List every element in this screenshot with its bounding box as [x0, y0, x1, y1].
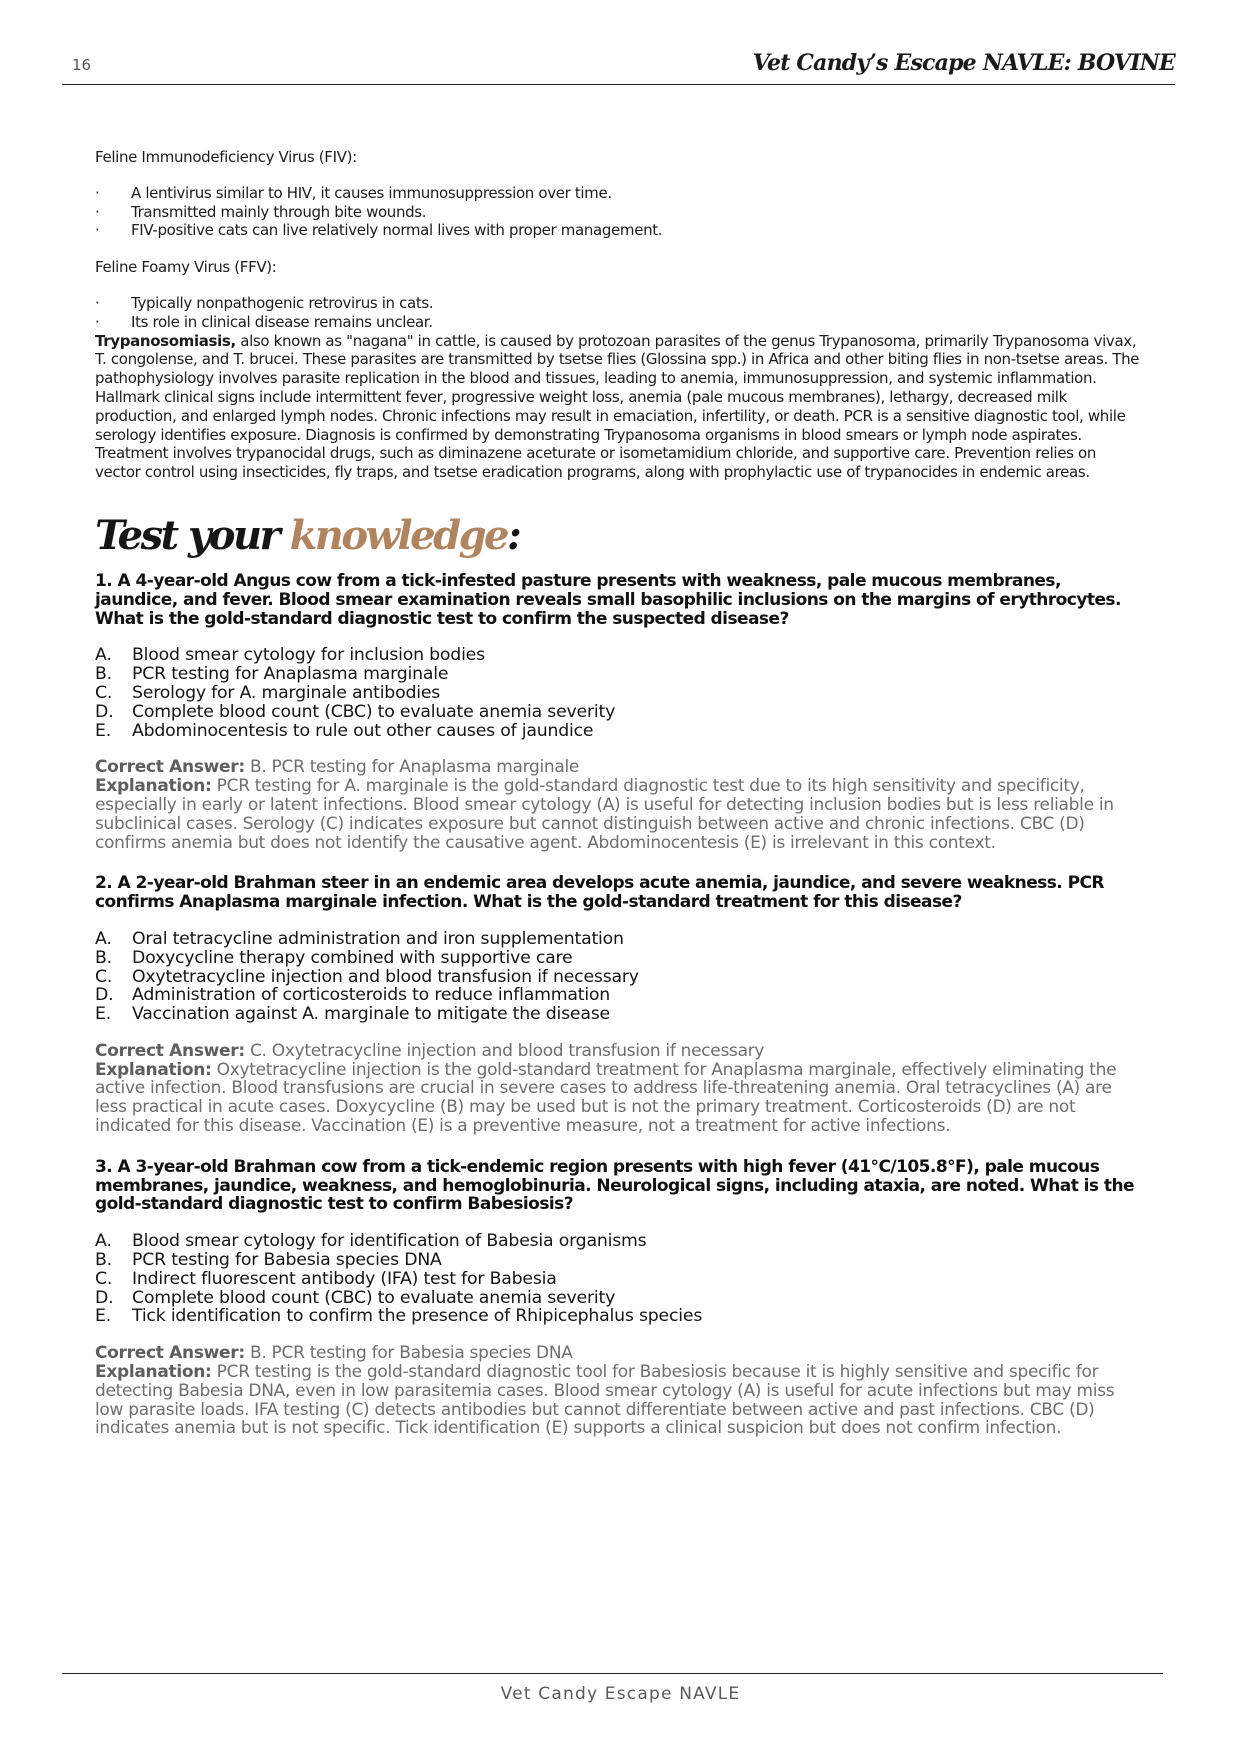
list-item: · Its role in clinical disease remains unclear. [95, 313, 1145, 332]
explanation-text: Oxytetracycline injection is the gold-standard treatment for Anaplasma marginale, effectively eliminating the active infection. Blood transfusions are crucial in severe cases to address life-threatening anemia. Oral tetracyclines (A) are less practical in acute cases. Doxycycline (B) may be used but is not the primary treatment. Corticosteroids (D) are not indicated for this disease. Vaccination (E) is a preventive measure, not a treatment for active infections. [95, 1059, 1117, 1137]
option-d [95, 1289, 1145, 1308]
correct-answer-text: B. PCR testing for Anaplasma marginale [249, 757, 580, 778]
option-text: Serology for A. marginale antibodies [132, 682, 441, 703]
list-item: · Typically nonpathogenic retrovirus in cats. [95, 294, 1145, 313]
trypanosomiasis-clinical-paragraph: Hallmark clinical signs include intermittent fever, progressive weight loss, anemia (pale mucous membranes), lethargy, decreased milk production, and enlarged lymph nodes. Chronic infections may result in emaciation, infertility, or death. PCR is a sensitive diagnostic tool, while serology identifies exposure. Diagnosis is confirmed by demonstrating Trypanosoma organisms in blood smears or lymph node aspirates. Treatment involves trypanocidal drugs, such as diminazene aceturate or isometamidium chloride, and supportive care. Prevention relies on vector control using insecticides, fly traps, and tsetse eradication programs, along with prophylactic use of trypanocides in endemic areas. [95, 387, 1126, 482]
fiv-bullet-list [95, 184, 1145, 240]
option-text: Tick identification to confirm the presence of Rhipicephalus species [132, 1306, 703, 1327]
correct-answer-text: C. Oxytetracycline injection and blood transfusion if necessary [249, 1040, 765, 1061]
explanation-label: Explanation: [95, 1059, 212, 1080]
option-text: Complete blood count (CBC) to evaluate anemia severity [132, 701, 616, 722]
footer-text: Vet Candy Escape NAVLE [500, 1684, 741, 1704]
option-b [95, 665, 1145, 684]
correct-answer-label: Correct Answer: [95, 1040, 245, 1061]
option-text: Oral tetracycline administration and iron supplementation [132, 928, 624, 949]
list-item: · A lentivirus similar to HIV, it causes immunosuppression over time. [95, 184, 1145, 203]
option-text: Complete blood count (CBC) to evaluate anemia severity [132, 1287, 616, 1308]
footer-divider [62, 1673, 1163, 1674]
question-1: 1. A 4-year-old Angus cow from a tick-infested pasture presents with weakness, pale mucous membranes, jaundice, and fever. Blood smear examination reveals small basophilic inclusions on the margins of erythrocytes. What is the gold-standard diagnostic test to confirm the suspected disease? [95, 570, 1121, 629]
option-letter: A. [95, 928, 112, 949]
correct-answer-line [95, 1042, 1145, 1061]
option-letter: C. [95, 682, 113, 703]
question-3: 3. A 3-year-old Brahman cow from a tick-endemic region presents with high fever (41°C/105.8°F), pale mucous membranes, jaundice, weakness, and hemoglobinuria. Neurological signs, including ataxia, are noted. What is the gold-standard diagnostic test to confirm Babesiosis? [95, 1156, 1134, 1215]
ffv-heading: Feline Foamy Virus (FFV): [95, 258, 277, 277]
correct-answer-label: Correct Answer: [95, 1343, 245, 1364]
quiz-title [95, 511, 1145, 559]
ffv-bullet-list [95, 294, 1145, 332]
option-c [95, 968, 1145, 987]
option-letter: A. [95, 1231, 112, 1252]
explanation-label: Explanation: [95, 1362, 212, 1383]
quiz-title-accent: knowledge [289, 511, 508, 559]
option-a [95, 646, 1145, 665]
option-text: PCR testing for Babesia species DNA [132, 1250, 442, 1271]
explanation-label: Explanation: [95, 776, 212, 797]
option-letter: D. [95, 701, 114, 722]
option-letter: D. [95, 1287, 114, 1308]
running-title: Vet Candy’s Escape NAVLE: BOVINE [752, 50, 1175, 76]
explanation-text: PCR testing is the gold-standard diagnostic tool for Babesiosis because it is highly sensitive and specific for detecting Babesia DNA, even in low parasitemia cases. Blood smear cytology (A) is useful for acute infections but may miss low parasite loads. IFA testing (C) detects antibodies but cannot differentiate between active and past infections. CBC (D) indicates anemia but is not specific. Tick identification (E) supports a clinical suspicion but does not confirm infection. [95, 1362, 1115, 1439]
quiz-title-part3: : [507, 511, 520, 559]
question-2-options [95, 930, 1145, 1024]
correct-answer-line [95, 1344, 1145, 1363]
question-1-answer-block [95, 758, 1145, 852]
option-text: PCR testing for Anaplasma marginale [132, 664, 449, 685]
option-text: Doxycycline therapy combined with supportive care [132, 947, 573, 968]
option-e [95, 1005, 1145, 1024]
option-text: Oxytetracycline injection and blood transfusion if necessary [132, 966, 639, 987]
question-3-answer-block [95, 1344, 1145, 1438]
option-c [95, 684, 1145, 703]
explanation-text: PCR testing for A. marginale is the gold-standard diagnostic test due to its high sensitivity and specificity, especially in early or latent infections. Blood smear cytology (A) is useful for detecting inclusion bodies but is less reliable in subclinical cases. Serology (C) indicates exposure but cannot distinguish between active and chronic infections. CBC (D) confirms anemia but does not identify the causative agent. Abdominocentesis (E) is irrelevant in this context. [95, 776, 1114, 853]
option-e [95, 1307, 1145, 1326]
trypanosomiasis-term: Trypanosomiasis, [95, 331, 236, 350]
option-letter: B. [95, 1250, 112, 1271]
page-number: 16 [72, 56, 92, 74]
option-b [95, 1251, 1145, 1270]
question-2-answer-block [95, 1042, 1145, 1136]
question-1-options [95, 646, 1145, 740]
option-letter: E. [95, 1004, 112, 1025]
list-item: · Transmitted mainly through bite wounds. [95, 203, 1145, 222]
question-2: 2. A 2-year-old Brahman steer in an endemic area develops acute anemia, jaundice, and severe weakness. PCR confirms Anaplasma marginale infection. What is the gold-standard treatment for this disease? [95, 873, 1104, 913]
option-text: Abdominocentesis to rule out other causes of jaundice [132, 720, 594, 741]
option-text: Vaccination against A. marginale to mitigate the disease [132, 1004, 610, 1025]
list-item: · FIV-positive cats can live relatively normal lives with proper management. [95, 221, 1145, 240]
option-d [95, 986, 1145, 1005]
question-3-options [95, 1232, 1145, 1326]
option-letter: E. [95, 1306, 112, 1327]
page-content [95, 148, 1145, 1438]
option-text: Blood smear cytology for inclusion bodies [132, 645, 485, 666]
option-text: Indirect fluorescent antibody (IFA) test for Babesia [132, 1268, 557, 1289]
trypanosomiasis-intro: also known as "nagana" in cattle, is caused by protozoan parasites of the genus Trypanosoma, primarily Trypanosoma vivax, T. congolense, and T. brucei. These parasites are transmitted by tsetse flies (Glossina spp.) in Africa and other biting flies in non-tsetse areas. The pathophysiology involves parasite replication in the blood and tissues, leading to anemia, immunosuppression, and systemic inflammation. [95, 331, 1140, 388]
option-text: Administration of corticosteroids to reduce inflammation [132, 985, 611, 1006]
option-letter: C. [95, 966, 113, 987]
option-letter: C. [95, 1268, 113, 1289]
header-divider [62, 84, 1175, 85]
quiz-title-part1: Test your [95, 511, 290, 559]
option-d [95, 703, 1145, 722]
correct-answer-line [95, 758, 1145, 777]
trypanosomiasis-paragraph [95, 332, 1145, 388]
option-letter: A. [95, 645, 112, 666]
option-text: Blood smear cytology for identification of Babesia organisms [132, 1231, 647, 1252]
fiv-heading: Feline Immunodeficiency Virus (FIV): [95, 148, 357, 166]
correct-answer-text: B. PCR testing for Babesia species DNA [249, 1343, 573, 1364]
option-a [95, 1232, 1145, 1251]
option-c [95, 1270, 1145, 1289]
explanation-line [95, 1363, 1145, 1438]
option-b [95, 949, 1145, 968]
option-letter: B. [95, 664, 112, 685]
option-letter: D. [95, 985, 114, 1006]
explanation-line [95, 1061, 1145, 1136]
option-letter: B. [95, 947, 112, 968]
option-e [95, 722, 1145, 741]
option-a [95, 930, 1145, 949]
option-letter: E. [95, 720, 112, 741]
explanation-line [95, 777, 1145, 852]
correct-answer-label: Correct Answer: [95, 757, 245, 778]
